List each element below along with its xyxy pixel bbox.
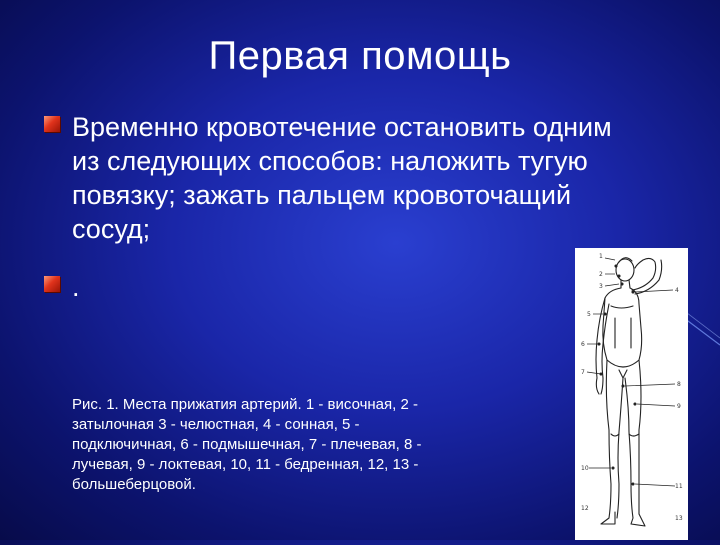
figure-label: 4 — [675, 287, 679, 294]
figure-label: 1 — [599, 253, 603, 260]
figure-label: 12 — [581, 505, 589, 512]
figure-label: 8 — [677, 381, 681, 388]
figure-label: 7 — [581, 369, 585, 376]
figure-label: 11 — [675, 483, 683, 490]
anatomy-figure — [575, 248, 688, 540]
bullet-text-1: Временно кровотечение остановить одним из следующих способов: наложить тугую повязку; зажать пальцем кровоточащий сосуд; — [72, 112, 612, 244]
bullet-item-1 — [44, 110, 632, 246]
figure-label: 6 — [581, 341, 585, 348]
figure-label: 13 — [675, 515, 683, 522]
figure-label: 9 — [677, 403, 681, 410]
bullet-item-2 — [44, 270, 632, 304]
human-body-illustration — [575, 248, 688, 540]
figure-caption: Рис. 1. Места прижатия артерий. 1 - височная, 2 - затылочная 3 - челюстная, 4 - сонная, 5 - подключичная, 6 - подмышечная, 7 - плечевая, 8 - лучевая, 9 - локтевая, 10, 11 - бедренная, 12, 13 - большеберцовой. — [72, 396, 422, 493]
figure-label: 3 — [599, 283, 603, 290]
figure-label: 10 — [581, 465, 589, 472]
bullet-text-2: . — [72, 272, 80, 302]
square-bullet-icon — [44, 116, 60, 132]
figure-label: 5 — [587, 311, 591, 318]
square-bullet-icon — [44, 276, 60, 292]
figure-label: 2 — [599, 271, 603, 278]
slide-title: Первая помощь — [208, 34, 512, 78]
